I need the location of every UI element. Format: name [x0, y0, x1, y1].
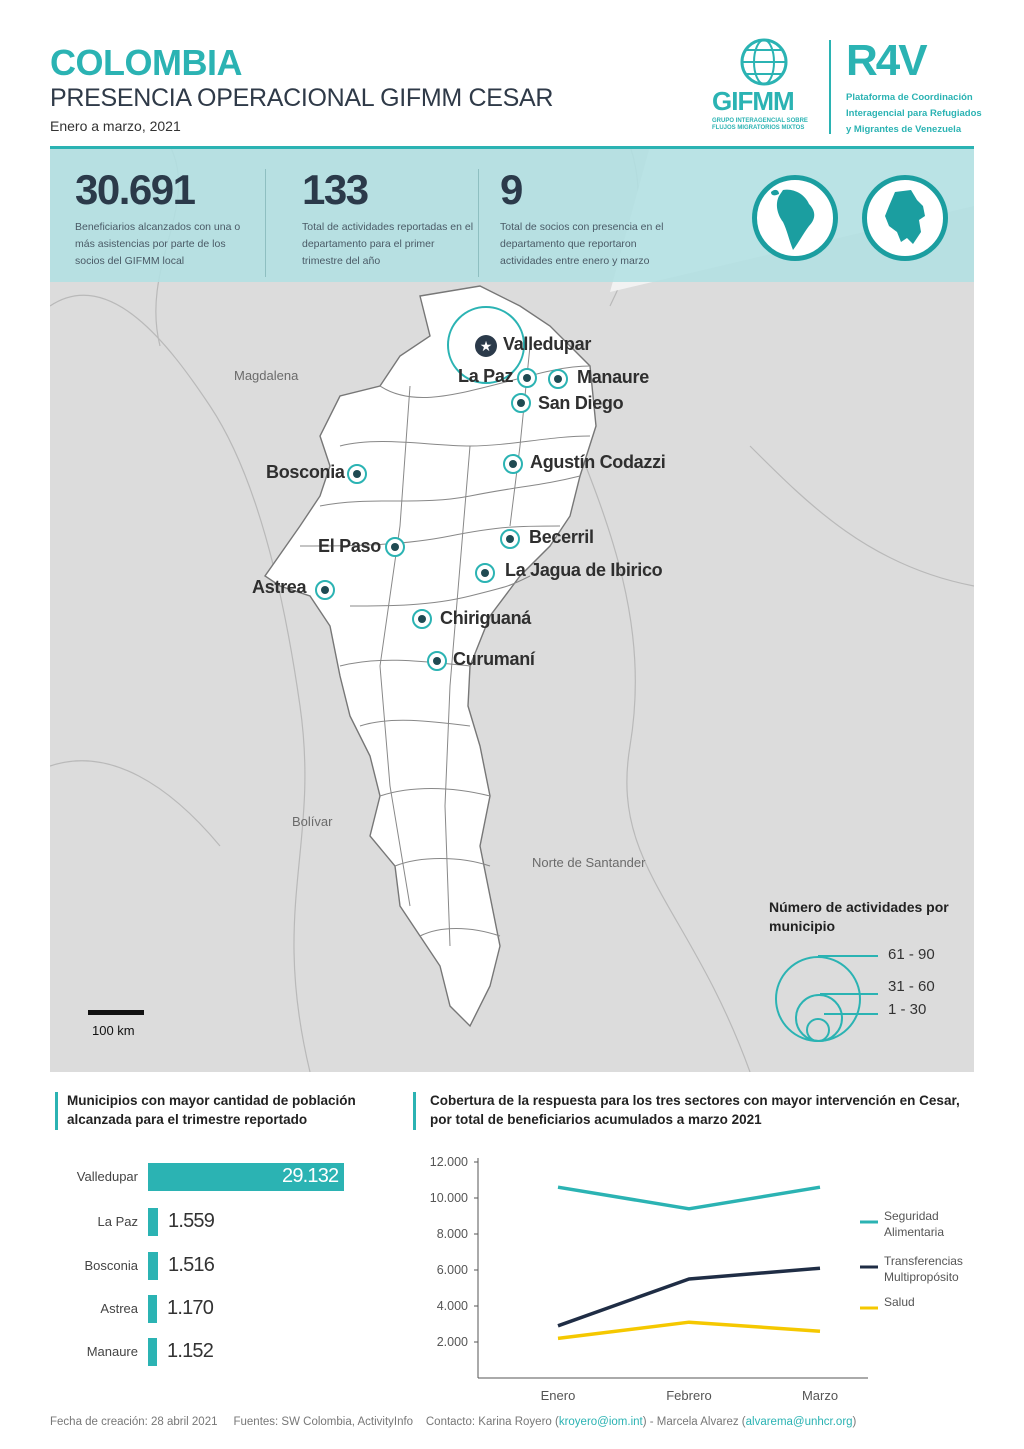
legend-label: Multipropósito	[884, 1270, 959, 1284]
legend-range-mid: 31 - 60	[888, 978, 935, 995]
marker-agustin-codazzi	[503, 454, 523, 474]
marker-astrea	[315, 580, 335, 600]
footer-sources: Fuentes: SW Colombia, ActivityInfo	[233, 1416, 414, 1428]
map	[50, 146, 974, 1072]
bar-category-label: Valledupar	[76, 1169, 138, 1184]
map-label-valledupar: Valledupar	[503, 334, 592, 354]
stat-value: 133	[302, 166, 368, 213]
legend-label: Transferencias	[884, 1254, 963, 1268]
map-label-la-paz: La Paz	[458, 366, 514, 386]
bar-category-label: Astrea	[100, 1301, 138, 1316]
map-label-astrea: Astrea	[252, 577, 307, 597]
y-tick-label: 6.000	[436, 1263, 468, 1277]
marker-la-paz	[517, 368, 537, 388]
r4v-logo: R4V	[846, 36, 926, 85]
dept-label-bolivar: Bolívar	[292, 814, 333, 829]
stat-separator	[478, 169, 479, 277]
capital-star-icon: ★	[475, 335, 497, 357]
section-accent-bar	[55, 1092, 58, 1130]
bar	[148, 1295, 157, 1323]
scale-bar	[88, 1010, 144, 1015]
footer-contact-mid: ) - Marcela Alvarez (	[642, 1416, 746, 1428]
south-america-icon	[752, 175, 838, 261]
colombia-map-icon	[862, 175, 948, 261]
legend-range-high: 61 - 90	[888, 946, 935, 963]
map-label-becerril: Becerril	[529, 527, 594, 547]
marker-la-jagua	[475, 563, 495, 583]
legend-line-small	[824, 1013, 878, 1015]
stat-socios	[500, 167, 675, 270]
legend-label: Alimentaria	[884, 1225, 945, 1239]
bar-value-label: 1.516	[168, 1254, 215, 1276]
stats-band	[50, 146, 974, 282]
bar-category-label: La Paz	[97, 1214, 138, 1229]
gifmm-wordmark: GIFMM	[712, 86, 794, 116]
stat-desc: Beneficiarios alcanzados con una o más asistencias por parte de los socios del GIFMM local	[75, 221, 241, 267]
map-label-manaure: Manaure	[577, 367, 649, 387]
dept-label-norte-santander: Norte de Santander	[532, 855, 646, 870]
marker-el-paso	[385, 537, 405, 557]
section-accent-bar	[413, 1092, 416, 1130]
bar-category-label: Bosconia	[84, 1258, 138, 1273]
marker-bosconia	[347, 464, 367, 484]
map-legend-title: Número de actividades por municipio	[769, 899, 949, 934]
line-chart	[410, 1150, 970, 1410]
x-tick-label: Febrero	[666, 1388, 712, 1403]
stat-desc: Total de actividades reportadas en el departamento para el primer trimestre del año	[302, 221, 474, 267]
dept-label-magdalena: Magdalena	[234, 368, 299, 383]
footer-created: Fecha de creación: 28 abril 2021	[50, 1416, 218, 1428]
marker-chiriguana	[412, 609, 432, 629]
y-tick-label: 12.000	[429, 1155, 468, 1169]
bar-value-label: 1.170	[167, 1297, 214, 1319]
gifmm-fullname: GRUPO INTERAGENCIAL SOBRE FLUJOS MIGRATORIOS MIXTOS	[712, 118, 808, 131]
bar-chart-title: Municipios con mayor cantidad de población alcanzada para el trimestre reportado	[67, 1093, 356, 1127]
map-label-san-diego: San Diego	[538, 393, 624, 413]
legend-line-medium	[820, 993, 878, 995]
footer-email-kroyero[interactable]: kroyero@iom.int	[558, 1416, 643, 1428]
bar-value-label: 1.152	[167, 1340, 214, 1362]
bar-value-label: 29.132	[282, 1165, 339, 1187]
date-range: Enero a marzo, 2021	[50, 118, 181, 134]
bar	[148, 1208, 158, 1236]
map-label-bosconia: Bosconia	[266, 462, 345, 482]
series-line	[558, 1187, 820, 1209]
map-label-chiriguana: Chiriguaná	[440, 608, 532, 628]
y-tick-label: 8.000	[436, 1227, 468, 1241]
x-tick-label: Enero	[540, 1388, 576, 1403]
series-line	[558, 1268, 820, 1326]
stat-value: 30.691	[75, 166, 195, 213]
bar-value-label: 1.559	[168, 1210, 215, 1232]
gifmm-logo	[706, 36, 822, 136]
stat-beneficiarios	[75, 167, 250, 270]
logo-divider	[829, 40, 831, 134]
marker-manaure	[548, 369, 568, 389]
line-chart-title: Cobertura de la respuesta para los tres sectores con mayor intervención en Cesar, por total de beneficiarios acumulados a marzo 2021	[430, 1093, 960, 1127]
y-tick-label: 4.000	[436, 1299, 468, 1313]
r4v-fullname: Plataforma de Coordinación Interagencial para Refugiados y Migrantes de Venezuela	[846, 92, 982, 135]
y-tick-label: 10.000	[429, 1191, 468, 1205]
stat-actividades	[302, 167, 477, 270]
marker-curumani	[427, 651, 447, 671]
page-title: COLOMBIA	[50, 42, 242, 83]
footer	[50, 1416, 856, 1428]
page-subtitle: PRESENCIA OPERACIONAL GIFMM CESAR	[50, 84, 554, 112]
map-label-agustin-codazzi: Agustín Codazzi	[530, 452, 666, 472]
legend-label: Salud	[884, 1295, 915, 1309]
stat-separator	[265, 169, 266, 277]
footer-contact-prefix: Contacto: Karina Royero (	[425, 1416, 559, 1428]
map-label-curumani: Curumaní	[453, 649, 535, 669]
legend-label: Seguridad	[884, 1209, 939, 1223]
bar	[148, 1252, 158, 1280]
footer-email-alvarema[interactable]: alvarema@unhcr.org	[745, 1416, 853, 1428]
y-tick-label: 2.000	[436, 1335, 468, 1349]
legend-line-large	[818, 955, 878, 957]
stat-value: 9	[500, 166, 522, 213]
stat-desc: Total de socios con presencia en el departamento que reportaron actividades entre enero y marzo	[500, 221, 664, 267]
x-tick-label: Marzo	[801, 1388, 839, 1403]
map-label-el-paso: El Paso	[318, 536, 381, 556]
legend-ring-small	[806, 1018, 830, 1042]
series-line	[558, 1322, 820, 1338]
scale-label: 100 km	[92, 1023, 135, 1038]
legend-range-low: 1 - 30	[888, 1001, 927, 1018]
marker-san-diego	[511, 393, 531, 413]
marker-becerril	[500, 529, 520, 549]
map-label-la-jagua: La Jagua de Ibirico	[505, 560, 663, 580]
bar-category-label: Manaure	[86, 1344, 138, 1359]
globe-icon	[706, 36, 822, 88]
footer-contact-suffix: )	[852, 1416, 857, 1428]
bar	[148, 1338, 157, 1366]
